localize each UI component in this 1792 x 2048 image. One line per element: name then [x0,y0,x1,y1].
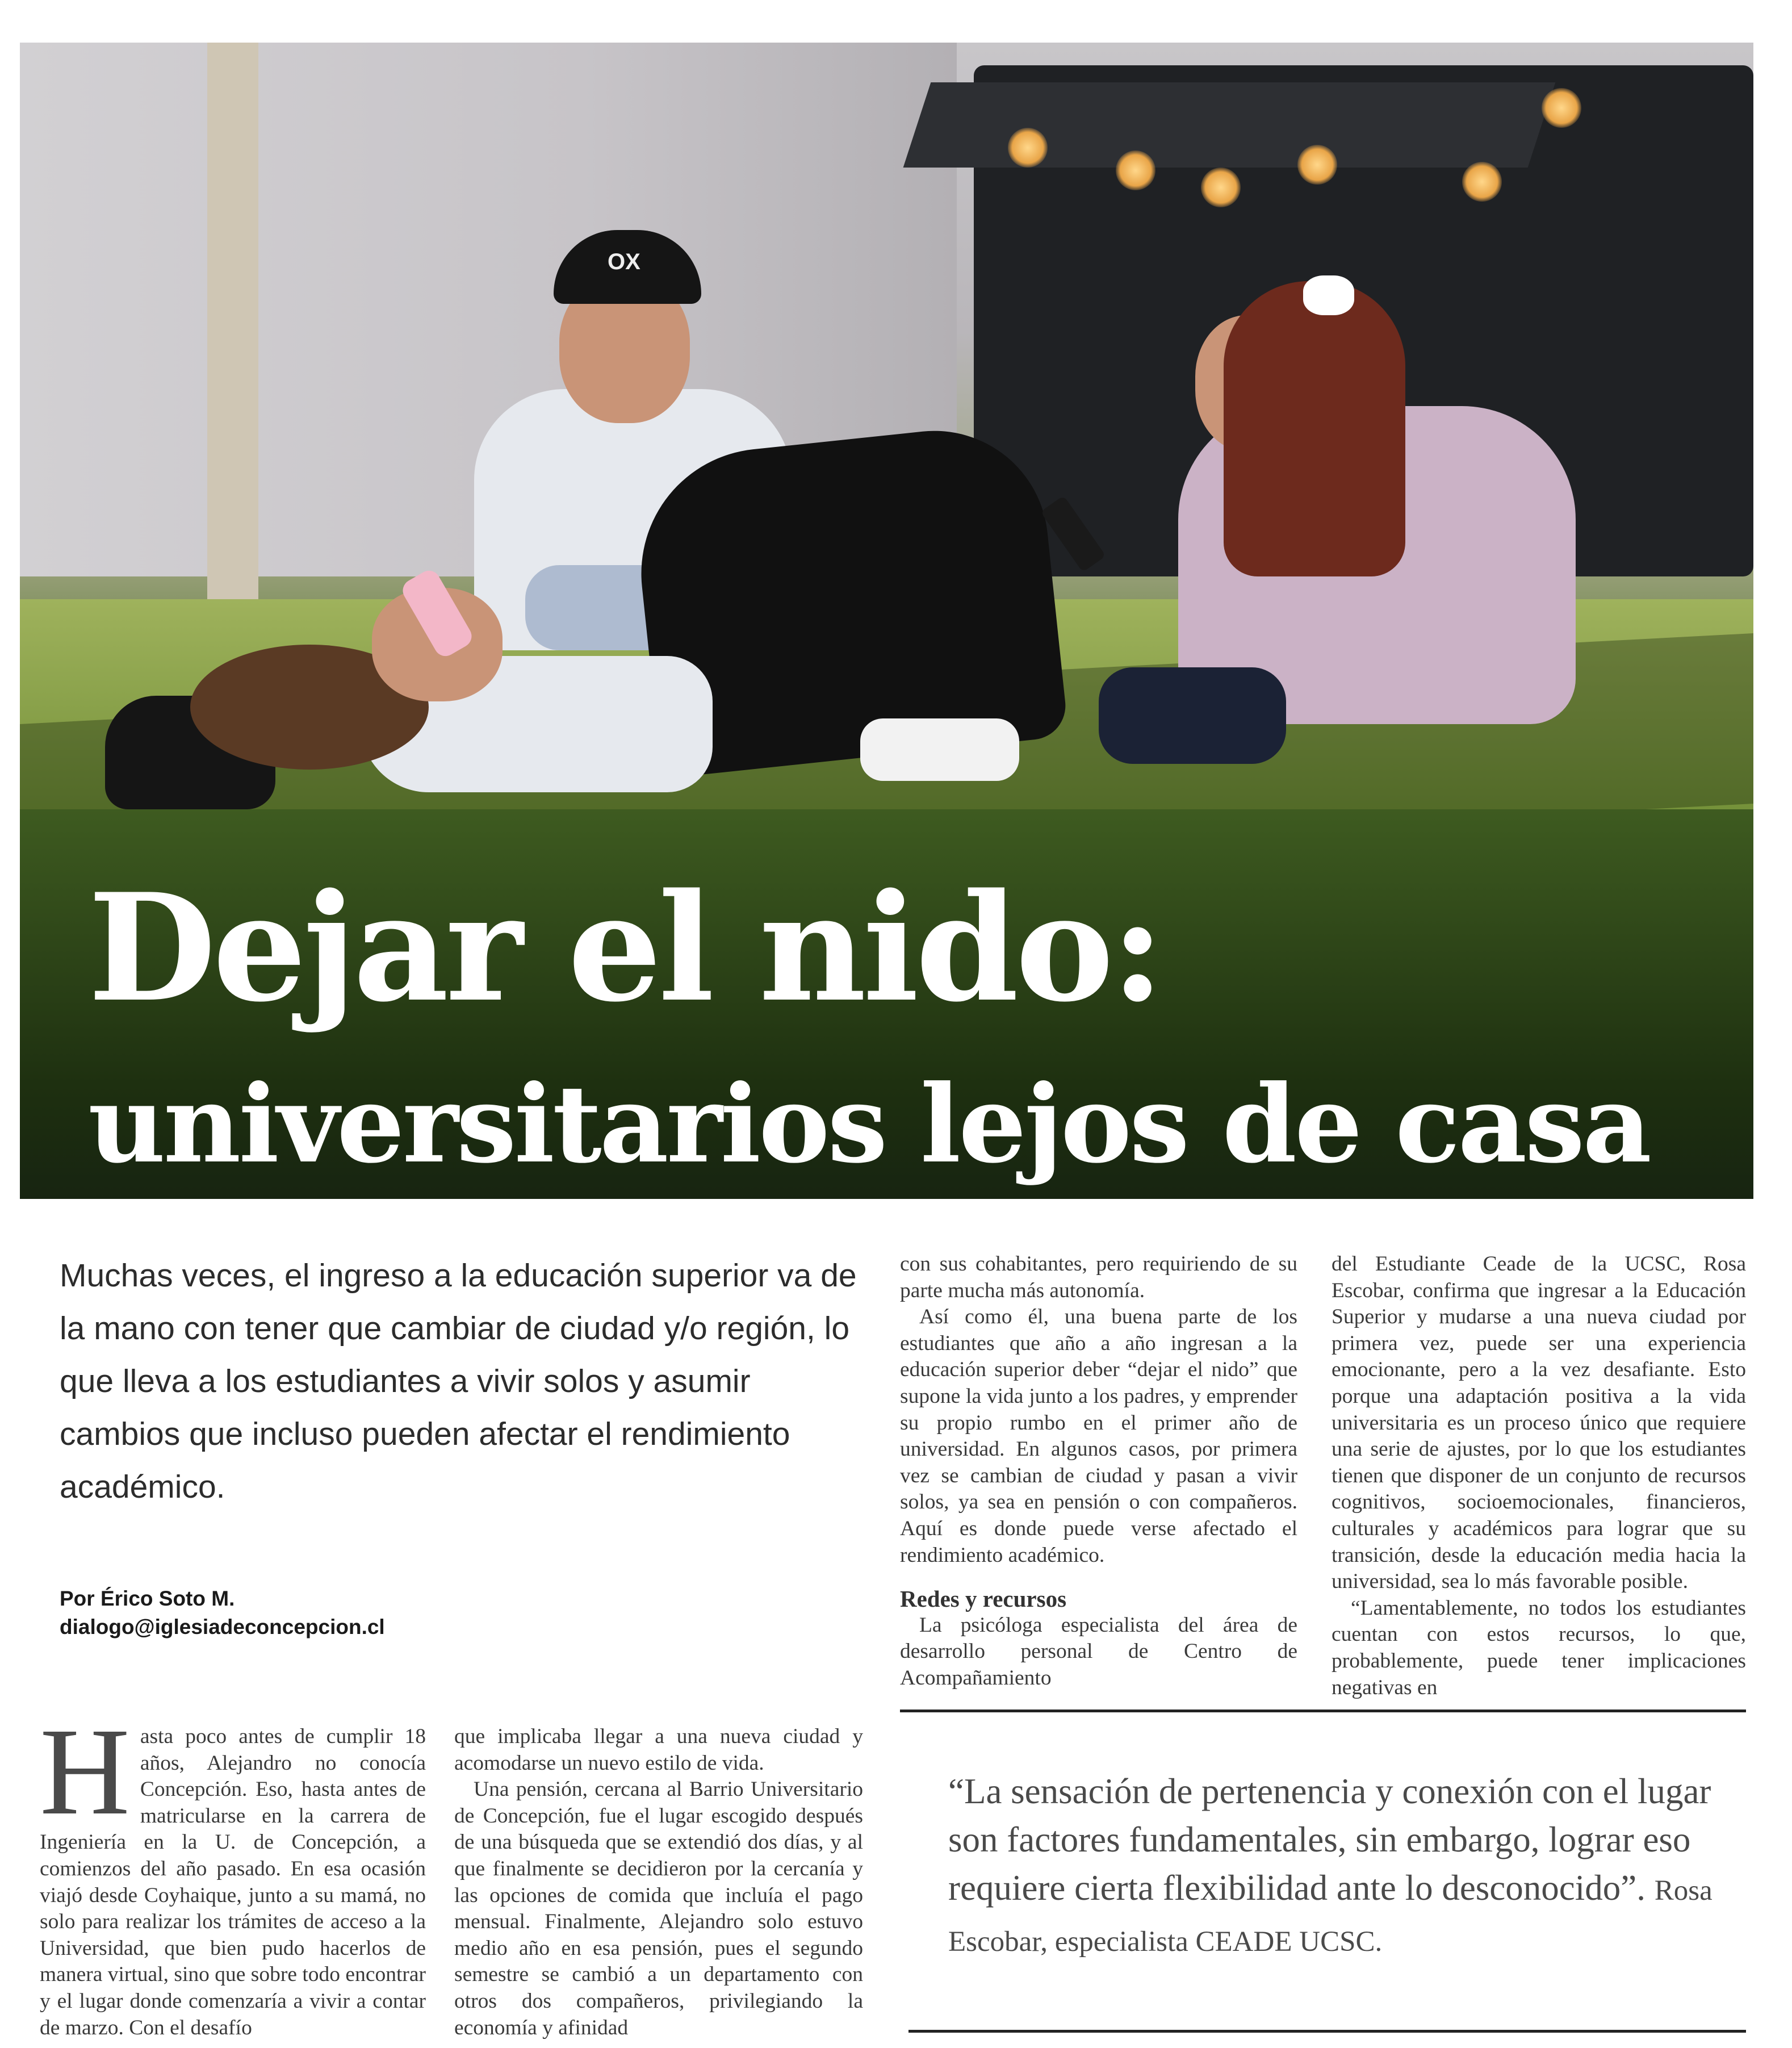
photo-cap-logo: OX [608,249,640,274]
photo-pole [207,43,258,650]
paragraph-with-dropcap [40,1702,426,2041]
photo-woman2-hair [1224,281,1405,576]
paragraph: que implicaba llegar a una nueva ciudad y acomodarse un nuevo estilo de vida. [454,1725,863,1775]
paragraph: Una pensión, cercana al Barrio Universitario de Concepción, fue el lugar escogido después de una búsqueda que se extendió dos días, y al que finalmente se decidieron por la cercanía y las opciones de comida que incluía el pago mensual. Finalmente, Alejandro solo estuvo medio año en esa pensión, pues el segundo semestre se cambió a un departamento con otros dos compañeros, privilegiando la economía y afinidad [454,1778,863,2039]
photo-light [1462,162,1502,202]
pull-quote [948,1767,1732,1966]
paragraph: La psicóloga especialista del área de desarrollo personal de Centro de Acompañamiento [900,1613,1297,1690]
quote-rule-top [900,1710,1746,1712]
headline [88,862,1735,1190]
photo-hair-bow [1303,275,1354,315]
paragraph: con sus cohabitantes, pero requiriendo de su parte mucha más autonomía. [900,1252,1297,1302]
headline-line-2: universitarios lejos de casa [88,1061,1649,1187]
quote-rule-bottom [908,2030,1746,2033]
photo-sneakers [860,718,1019,781]
photo-light [1116,151,1155,190]
photo-light [1542,88,1581,128]
hero-photo [20,43,1753,1199]
paragraph: del Estudiante Ceade de la UCSC, Rosa Escobar, confirma que ingresar a la Educación Superior y mudarse a una nueva ciudad por primera vez, puede ser una experiencia emocionante, pero a la vez desafiante. Esto porque una adaptación positiva a la vida universitaria es un proceso único que requiere una serie de ajustes, por lo que los estudiantes tienen que disponer de un conjunto de recursos cognitivos, socioemocionales, financieros, culturales y académicos para lograr que su transición, desde la educación media hacia la universidad, sea lo más favorable posible. [1332,1252,1746,1594]
photo-light [1297,145,1337,185]
paragraph: Así como él, una buena parte de los estudiantes que año a año ingresan a la educación superior deber “dejar el nido” que supone la vida junto a los padres, y emprender su propio rumbo en el primer año de universidad. En algunos casos, por primera vez se cambian de ciudad y pasan a vivir solos, ya sea en pensión o con compañeros. Aquí es donde puede verse afectado el rendimiento académico. [900,1305,1297,1567]
subheading: Redes y recursos [900,1586,1067,1612]
column-top-right [1332,1251,1746,1701]
photo-light [1201,168,1241,207]
dropcap: H [40,1702,130,1841]
byline [60,1585,385,1641]
headline-line-1: Dejar el nido: [88,862,1162,1035]
column-bottom-middle [454,1724,863,2041]
pull-quote-text: “La sensación de pertenencia y conexión con el lugar son factores fundamentales, sin embargo, lograr eso requiere cierta flexibilidad ante lo desconocido”. [948,1771,1711,1908]
paragraph: “Lamentablemente, no todos los estudiantes cuentan con estos recursos, lo que, probablemente, puede tener implicaciones negativas en [1332,1596,1746,1699]
paragraph-text: asta poco antes de cumplir 18 años, Alejandro no conocía Concepción. Eso, hasta antes de matricularse en la carrera de Ingeniería en la U. de Concepción, a comienzos del año pasado. En esa ocasión viajó desde Coyhaique, junto a su mamá, no solo para realizar los trámites de acceso a la Universidad, que bien pudo hacerlos de manera virtual, sino que sobre todo encontrar y el lugar donde comenzaría a vivir a contar de marzo. Con el desafío [40,1725,426,2039]
column-top-middle [900,1251,1297,1692]
photo-light [1008,128,1048,168]
lead-paragraph: Muchas veces, el ingreso a la educación superior va de la mano con tener que cambiar de ciudad y/o región, lo que lleva a los estudiantes a vivir solos y asumir cambios que incluso pueden afectar el rendimiento académico. [60,1257,857,1505]
photo-truck-awning [903,82,1556,168]
byline-email: dialogo@iglesiadeconcepcion.cl [60,1615,385,1639]
byline-author: Por Érico Soto M. [60,1587,235,1610]
column-bottom-left [40,1702,426,2041]
photo-handbag [1099,667,1286,764]
pull-quote-attribution: Rosa Escobar, especialista CEADE UCSC. [948,1875,1713,1958]
